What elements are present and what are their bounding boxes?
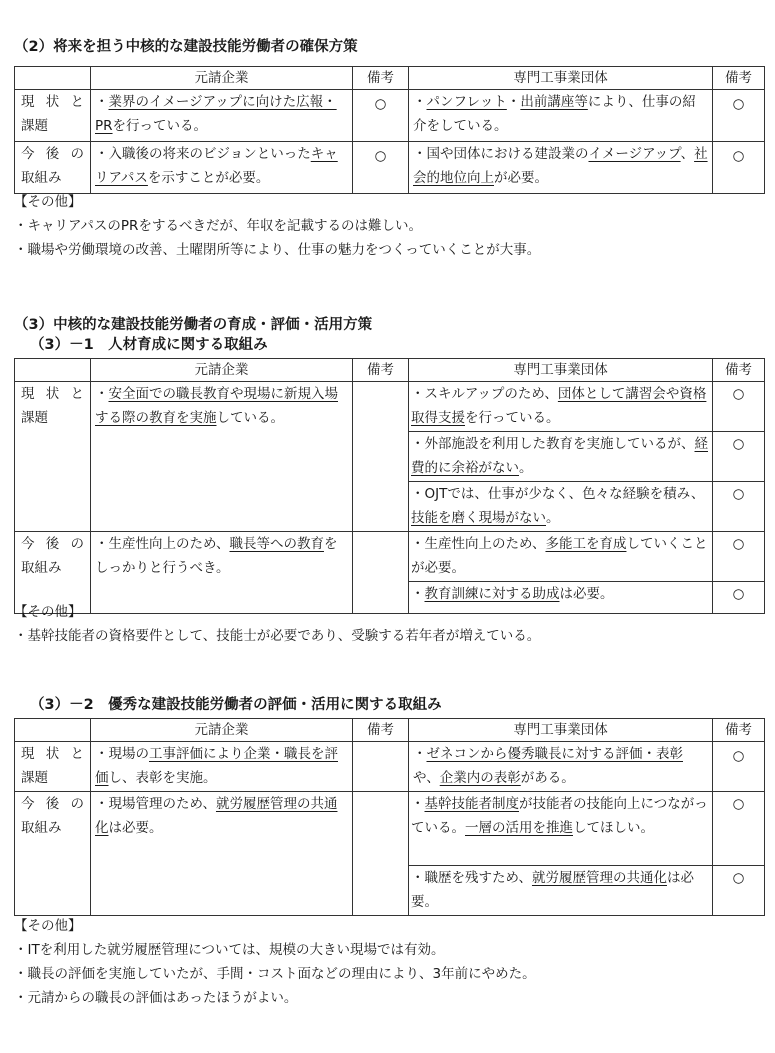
header-remarks: 備考	[713, 359, 765, 382]
general-contractor-cell: ・安全面での職長教育や現場に新規入場する際の教育を実施している。	[91, 382, 353, 532]
section-3-2-title: （3）－2 優秀な建設技能労働者の評価・活用に関する取組み	[30, 697, 442, 713]
table-header-row	[15, 67, 765, 90]
section-3-title: （3）中核的な建設技能労働者の育成・評価・活用方策	[14, 317, 373, 333]
specialty-association-cell	[409, 792, 713, 916]
list-item: ・教育訓練に対する助成は必要。	[411, 586, 614, 602]
header-specialty-association: 専門工事業団体	[409, 359, 713, 382]
remarks-column	[713, 382, 765, 532]
remark-cell-empty	[353, 742, 409, 792]
general-contractor-cell: ・生産性向上のため、職長等への教育をしっかりと行うべき。	[91, 532, 353, 614]
list-item: ・生産性向上のため、多能工を育成していくことが必要。	[409, 532, 712, 582]
remark-cell-empty	[353, 792, 409, 916]
general-contractor-cell: ・現場管理のため、就労履歴管理の共通化は必要。	[91, 792, 353, 916]
table-row	[15, 90, 765, 142]
general-contractor-cell: ・業界のイメージアップに向けた広報・PRを行っている。	[91, 90, 353, 142]
note-item: ・元請からの職長の評価はあったほうがよい。	[14, 990, 298, 1006]
remark-circle: ○	[713, 432, 764, 482]
table-row	[15, 142, 765, 194]
row-label: 今 後 の 取組み	[15, 532, 91, 614]
note-item: ・職長の評価を実施していたが、手間・コスト面などの理由により、3年前にやめた。	[14, 966, 536, 982]
section-3-1-other-notes	[14, 600, 540, 648]
general-contractor-cell: ・現場の工事評価により企業・職長を評価し、表彰を実施。	[91, 742, 353, 792]
note-item: ・職場や労働環境の改善、土曜閉所等により、仕事の魅力をつくっていくことが大事。	[14, 242, 541, 258]
table-header-row	[15, 719, 765, 742]
remarks-column	[713, 532, 765, 614]
other-heading: 【その他】	[14, 604, 82, 620]
section-3-2-table	[14, 718, 765, 916]
header-remarks: 備考	[353, 359, 409, 382]
section-3-2-other-notes	[14, 914, 536, 1010]
header-remarks: 備考	[713, 67, 765, 90]
list-item: ・外部施設を利用した教育を実施しているが、経費的に余裕がない。	[409, 432, 712, 482]
remark-circle: ○	[713, 90, 765, 142]
header-remarks: 備考	[353, 719, 409, 742]
general-contractor-cell: ・入職後の将来のビジョンといったキャリアパスを示すことが必要。	[91, 142, 353, 194]
table-header-row	[15, 359, 765, 382]
remark-circle: ○	[732, 486, 745, 502]
list-item: ・職歴を残すため、就労履歴管理の共通化は必要。	[411, 870, 694, 910]
remarks-column	[713, 792, 765, 916]
list-item: ・スキルアップのため、団体として講習会や資格取得支援を行っている。	[409, 382, 712, 432]
remark-circle: ○	[353, 142, 409, 194]
header-specialty-association: 専門工事業団体	[409, 719, 713, 742]
section-2-table	[14, 66, 765, 194]
section-3-1-title: （3）－1 人材育成に関する取組み	[30, 337, 268, 353]
specialty-association-cell: ・ゼネコンから優秀職長に対する評価・表彰や、企業内の表彰がある。	[409, 742, 713, 792]
section-2-title: （2）将来を担う中核的な建設技能労働者の確保方策	[14, 39, 358, 55]
remark-cell-empty	[353, 382, 409, 532]
row-label: 今 後 の 取組み	[15, 792, 91, 916]
header-remarks: 備考	[353, 67, 409, 90]
table-row	[15, 742, 765, 792]
header-remarks: 備考	[713, 719, 765, 742]
note-item: ・ITを利用した就労履歴管理については、規模の大きい現場では有効。	[14, 942, 445, 958]
remark-circle: ○	[713, 792, 764, 866]
table-row	[15, 792, 765, 916]
header-specialty-association: 専門工事業団体	[409, 67, 713, 90]
section-3-1-table	[14, 358, 765, 614]
remark-circle: ○	[713, 742, 765, 792]
row-label: 現 状 と 課題	[15, 90, 91, 142]
remark-circle: ○	[353, 90, 409, 142]
row-label: 現 状 と 課題	[15, 742, 91, 792]
table-row	[15, 382, 765, 532]
other-heading: 【その他】	[14, 918, 82, 934]
list-item: ・基幹技能者制度が技能者の技能向上につながっている。一層の活用を推進してほしい。	[409, 792, 712, 866]
header-general-contractor: 元請企業	[91, 67, 353, 90]
specialty-association-cell: ・パンフレット・出前講座等により、仕事の紹介をしている。	[409, 90, 713, 142]
remark-circle: ○	[713, 382, 764, 432]
row-label: 今 後 の 取組み	[15, 142, 91, 194]
header-general-contractor: 元請企業	[91, 719, 353, 742]
other-heading: 【その他】	[14, 194, 82, 210]
note-item: ・キャリアパスのPRをするべきだが、年収を記載するのは難しい。	[14, 218, 422, 234]
remark-circle: ○	[732, 586, 745, 602]
remark-circle: ○	[713, 532, 764, 582]
list-item: ・OJTでは、仕事が少なく、色々な経験を積み、技能を磨く現場がない。	[411, 486, 705, 526]
header-general-contractor: 元請企業	[91, 359, 353, 382]
section-2-other-notes	[14, 190, 540, 262]
row-label: 現 状 と 課題	[15, 382, 91, 532]
remark-circle: ○	[713, 142, 765, 194]
specialty-association-cell: ・国や団体における建設業のイメージアップ、社会的地位向上が必要。	[409, 142, 713, 194]
note-item: ・基幹技能者の資格要件として、技能士が必要であり、受験する若年者が増えている。	[14, 628, 541, 644]
remark-circle: ○	[732, 870, 745, 886]
specialty-association-cell	[409, 382, 713, 532]
